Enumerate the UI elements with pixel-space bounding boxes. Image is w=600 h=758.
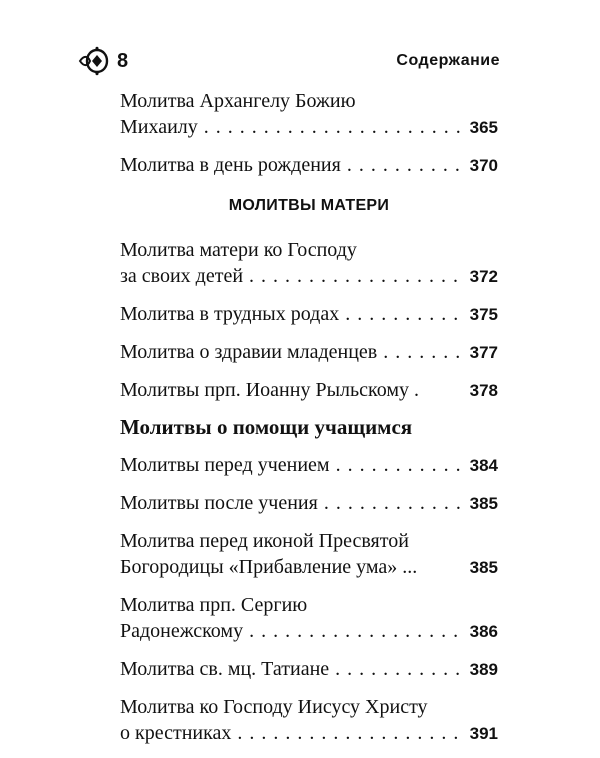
toc-entry[interactable]	[120, 301, 498, 328]
toc-page-number: 386	[469, 622, 498, 641]
toc-page-number: 389	[469, 660, 498, 679]
dot-leader	[347, 152, 462, 178]
toc-entry-text: Молитва матери ко Господу	[120, 239, 357, 261]
toc-entry-text: Молитвы перед учением	[120, 454, 330, 476]
dot-leader	[249, 263, 462, 289]
toc-entry[interactable]	[120, 88, 498, 141]
toc-entry-text: Молитва в трудных родах	[120, 303, 340, 325]
toc-entry[interactable]	[120, 377, 498, 404]
section-heading-students: Молитвы о помощи учащимся	[120, 415, 413, 439]
toc-entry[interactable]	[120, 339, 498, 366]
dot-leader	[249, 618, 462, 644]
toc-entry-text: Молитвы прп. Иоанну Рыльскому .	[120, 379, 419, 401]
toc-page-number: 377	[469, 343, 498, 362]
toc-page-number: 370	[469, 156, 498, 175]
running-title: Содержание	[396, 52, 500, 69]
dot-leader	[324, 490, 462, 516]
toc-entry[interactable]	[120, 528, 498, 581]
toc-entry-text: Молитва прп. Сергию	[120, 594, 308, 616]
toc-page-number: 365	[469, 118, 498, 137]
page-number: 8	[117, 50, 129, 72]
dot-leader	[204, 114, 462, 140]
toc-entry-text: Молитва Архангелу Божию	[120, 90, 356, 112]
toc-page-number: 378	[469, 381, 498, 400]
toc-entry-text: Молитва перед иконой Пресвятой	[120, 530, 409, 552]
toc-page-number: 385	[469, 558, 498, 577]
dot-leader	[383, 339, 462, 365]
toc-page-number: 375	[469, 305, 498, 324]
toc-page-number: 391	[469, 724, 498, 743]
toc-entry[interactable]	[120, 452, 498, 479]
toc-entry-text: Михаилу	[120, 116, 198, 138]
toc-page-number: 384	[469, 456, 498, 475]
toc-entry-text: за своих детей	[120, 265, 244, 287]
toc-entry[interactable]	[120, 237, 498, 290]
fleuron-icon	[78, 46, 116, 76]
dot-leader	[335, 656, 462, 682]
toc-entry-text: Богородицы «Прибавление ума» ...	[120, 556, 418, 578]
dot-leader	[237, 720, 462, 746]
toc-entry-text: Радонежскому	[120, 620, 244, 642]
toc-page-number: 385	[469, 494, 498, 513]
section-heading-mothers: МОЛИТВЫ МАТЕРИ	[228, 197, 390, 214]
table-of-contents	[120, 88, 498, 758]
toc-page-number: 372	[469, 267, 498, 286]
toc-entry[interactable]	[120, 152, 498, 179]
dot-leader	[345, 301, 462, 327]
dot-leader	[336, 452, 462, 478]
toc-entry-text: Молитва в день рождения	[120, 154, 341, 176]
toc-entry[interactable]	[120, 592, 498, 645]
toc-entry[interactable]	[120, 694, 498, 747]
toc-entry[interactable]	[120, 490, 498, 517]
toc-entry-text: Молитвы после учения	[120, 492, 318, 514]
toc-entry-text: Молитва св. мц. Татиане	[120, 658, 330, 680]
toc-entry-text: Молитва ко Господу Иисусу Христу	[120, 696, 428, 718]
toc-entry-text: о крестниках	[120, 722, 232, 744]
toc-entry[interactable]	[120, 656, 498, 683]
toc-entry-text: Молитва о здравии младенцев	[120, 341, 378, 363]
